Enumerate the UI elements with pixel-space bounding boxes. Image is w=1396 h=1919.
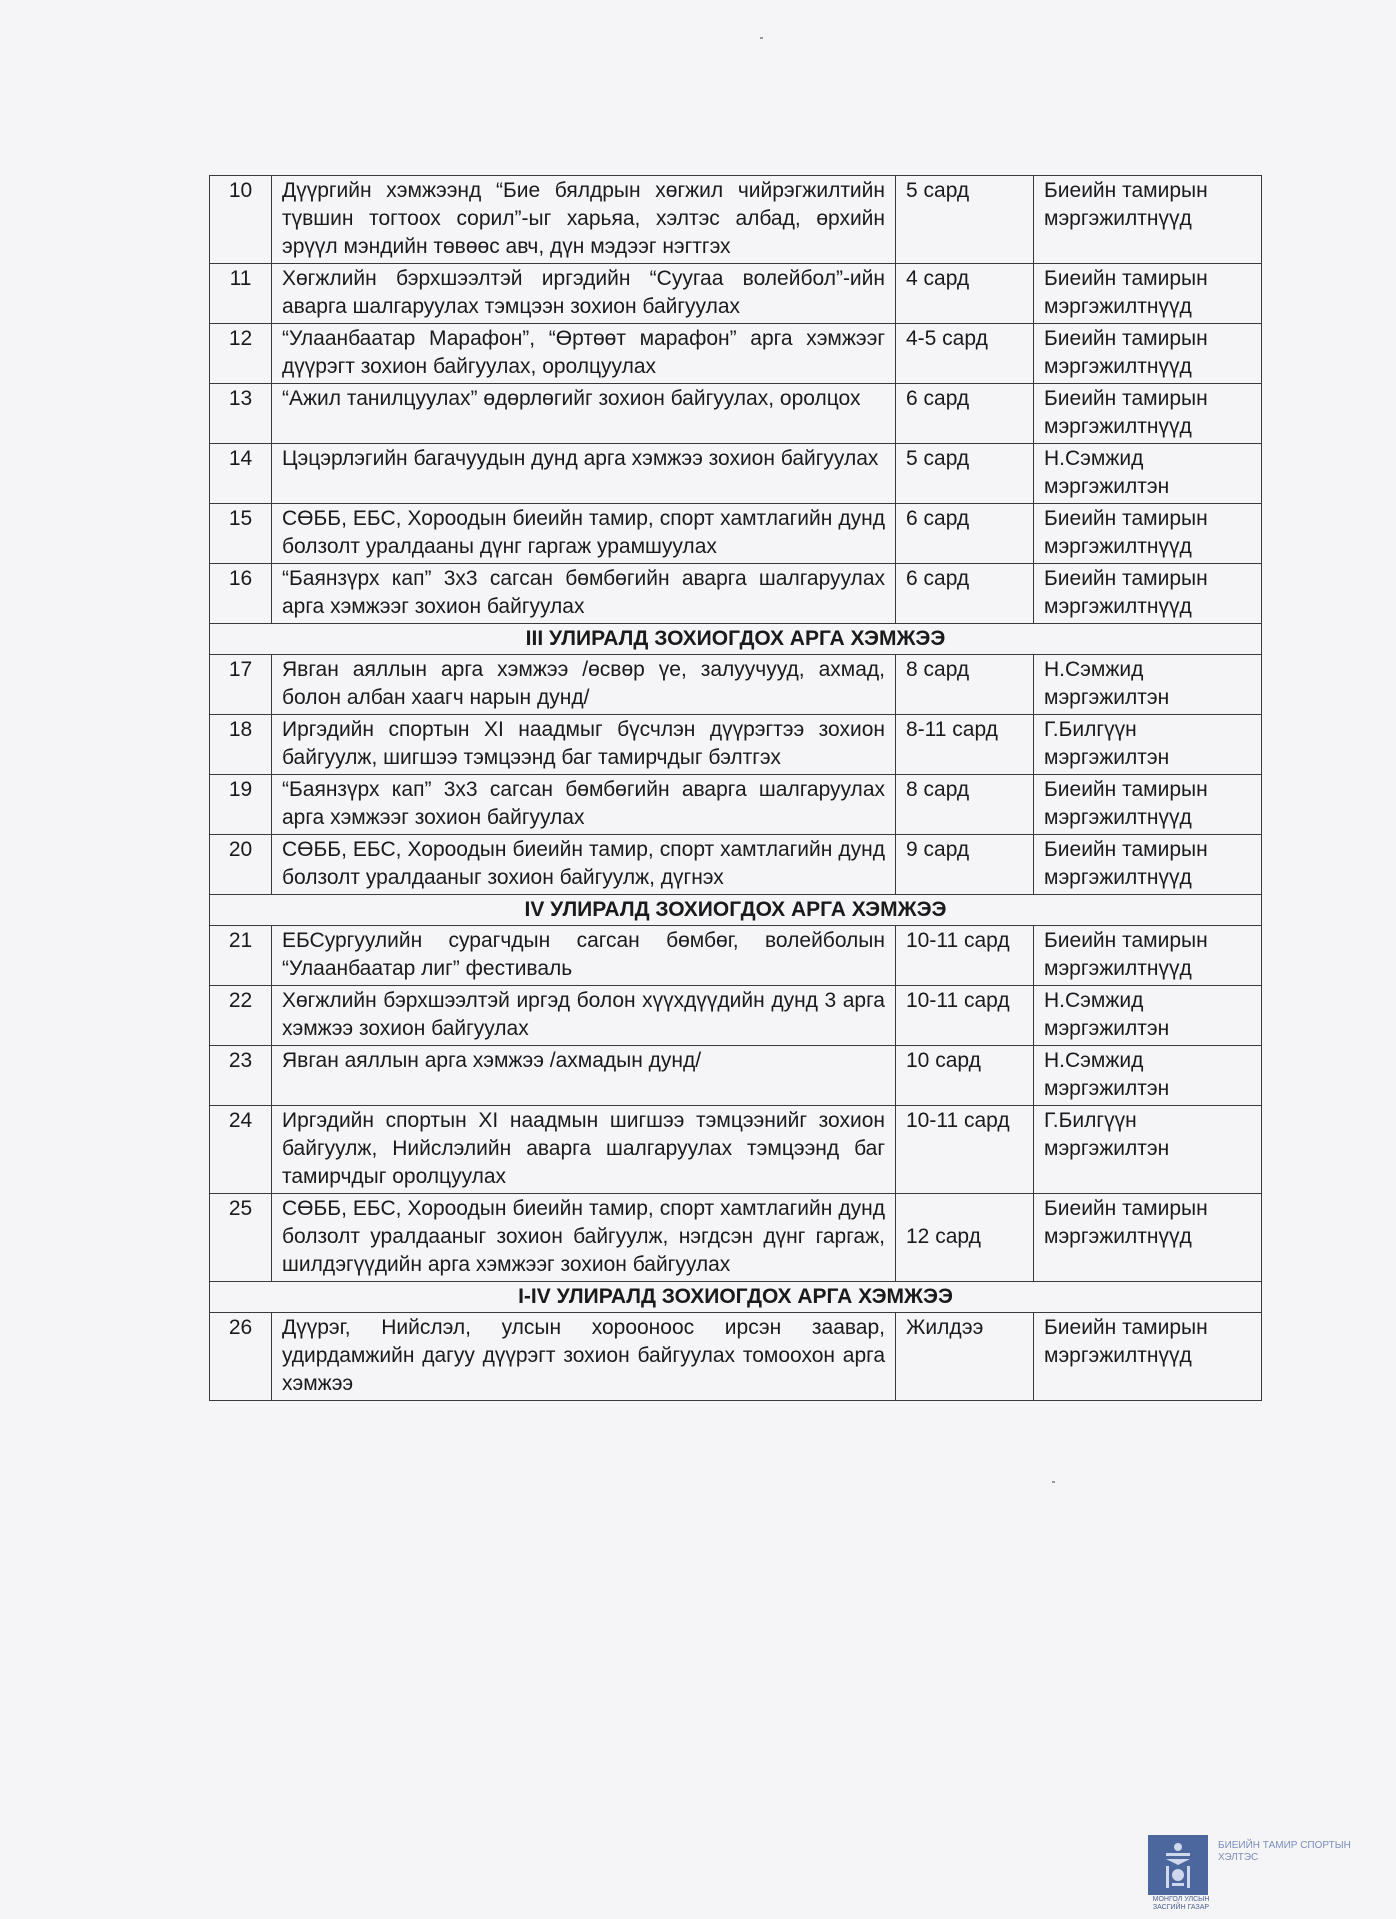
section-title: IV УЛИРАЛД ЗОХИОГДОХ АРГА ХЭМЖЭЭ bbox=[210, 895, 1262, 926]
due-month: 12 сард bbox=[896, 1194, 1034, 1282]
responsible-person: Биеийн тамирын мэргэжилтнүүд bbox=[1034, 176, 1262, 264]
activity-description: “Баянзүрх кап” 3х3 сагсан бөмбөгийн аварга шалгаруулах арга хэмжээг зохион байгуулах bbox=[272, 775, 896, 835]
responsible-person: Биеийн тамирын мэргэжилтнүүд bbox=[1034, 264, 1262, 324]
due-month: 10-11 сард bbox=[896, 986, 1034, 1046]
row-number: 23 bbox=[210, 1046, 272, 1106]
activity-description: СӨББ, ЕБС, Хороодын биеийн тамир, спорт хамтлагийн дунд болзолт уралдааныг зохион байгуулж, нэгдсэн дүнг гаргаж, шилдэгүүдийн арга хэмжээг зохион байгуулах bbox=[272, 1194, 896, 1282]
responsible-person: Биеийн тамирын мэргэжилтнүүд bbox=[1034, 1194, 1262, 1282]
table-row bbox=[210, 564, 1262, 624]
responsible-person: Биеийн тамирын мэргэжилтнүүд bbox=[1034, 1313, 1262, 1401]
due-month: 10-11 сард bbox=[896, 926, 1034, 986]
row-number: 19 bbox=[210, 775, 272, 835]
due-month: 6 сард bbox=[896, 504, 1034, 564]
section-header-row bbox=[210, 624, 1262, 655]
responsible-person: Н.Сэмжид мэргэжилтэн bbox=[1034, 444, 1262, 504]
due-month: 8 сард bbox=[896, 655, 1034, 715]
scan-speck bbox=[1052, 1481, 1055, 1483]
row-number: 14 bbox=[210, 444, 272, 504]
due-month: 5 сард bbox=[896, 444, 1034, 504]
table-row bbox=[210, 384, 1262, 444]
due-month: 6 сард bbox=[896, 564, 1034, 624]
activity-description: Иргэдийн спортын XI наадмын шигшээ тэмцээнийг зохион байгуулж, Нийслэлийн аварга шалгаруулах тэмцээнд баг тамирчдыг оролцуулах bbox=[272, 1106, 896, 1194]
government-emblem-stamp bbox=[1148, 1835, 1208, 1895]
row-number: 17 bbox=[210, 655, 272, 715]
row-number: 15 bbox=[210, 504, 272, 564]
row-number: 10 bbox=[210, 176, 272, 264]
table-row bbox=[210, 926, 1262, 986]
responsible-person: Биеийн тамирын мэргэжилтнүүд bbox=[1034, 384, 1262, 444]
responsible-person: Биеийн тамирын мэргэжилтнүүд bbox=[1034, 324, 1262, 384]
activity-description: Явган аяллын арга хэмжээ /ахмадын дунд/ bbox=[272, 1046, 896, 1106]
table-row bbox=[210, 264, 1262, 324]
responsible-person: Н.Сэмжид мэргэжилтэн bbox=[1034, 986, 1262, 1046]
activity-description: Иргэдийн спортын XI наадмыг бүсчлэн дүүрэгтээ зохион байгуулж, шигшээ тэмцээнд баг тамирчдыг бэлтгэх bbox=[272, 715, 896, 775]
activity-description: Дүүрэг, Нийслэл, улсын хорооноос ирсэн заавар, удирдамжийн дагуу дүүрэгт зохион байгуулах томоохон арга хэмжээ bbox=[272, 1313, 896, 1401]
section-title: I-IV УЛИРАЛД ЗОХИОГДОХ АРГА ХЭМЖЭЭ bbox=[210, 1282, 1262, 1313]
responsible-person: Н.Сэмжид мэргэжилтэн bbox=[1034, 1046, 1262, 1106]
activity-plan-body bbox=[210, 176, 1262, 1401]
table-row bbox=[210, 444, 1262, 504]
section-header-row bbox=[210, 1282, 1262, 1313]
emblem-caption: МОНГОЛ УЛСЫН ЗАСГИЙН ГАЗАР bbox=[1152, 1896, 1210, 1911]
responsible-person: Биеийн тамирын мэргэжилтнүүд bbox=[1034, 564, 1262, 624]
activity-description: Хөгжлийн бэрхшээлтэй иргэдийн “Суугаа волейбол”-ийн аварга шалгаруулах тэмцээн зохион байгуулах bbox=[272, 264, 896, 324]
table-row bbox=[210, 835, 1262, 895]
activity-description: СӨББ, ЕБС, Хороодын биеийн тамир, спорт хамтлагийн дунд болзолт уралдааны дүнг гаргаж урамшуулах bbox=[272, 504, 896, 564]
row-number: 21 bbox=[210, 926, 272, 986]
due-month: 4-5 сард bbox=[896, 324, 1034, 384]
row-number: 25 bbox=[210, 1194, 272, 1282]
due-month: 8-11 сард bbox=[896, 715, 1034, 775]
due-month: Жилдээ bbox=[896, 1313, 1034, 1401]
table-row bbox=[210, 986, 1262, 1046]
table-row bbox=[210, 715, 1262, 775]
due-month: 5 сард bbox=[896, 176, 1034, 264]
table-row bbox=[210, 324, 1262, 384]
due-month: 8 сард bbox=[896, 775, 1034, 835]
section-title: III УЛИРАЛД ЗОХИОГДОХ АРГА ХЭМЖЭЭ bbox=[210, 624, 1262, 655]
table-row bbox=[210, 504, 1262, 564]
due-month: 6 сард bbox=[896, 384, 1034, 444]
activity-description: Цэцэрлэгийн багачуудын дунд арга хэмжээ зохион байгуулах bbox=[272, 444, 896, 504]
activity-plan-table bbox=[209, 175, 1262, 1401]
table-row bbox=[210, 775, 1262, 835]
activity-description: Явган аяллын арга хэмжээ /өсвөр үе, залуучууд, ахмад, болон албан хаагч нарын дунд/ bbox=[272, 655, 896, 715]
responsible-person: Биеийн тамирын мэргэжилтнүүд bbox=[1034, 926, 1262, 986]
scan-speck bbox=[760, 37, 763, 39]
row-number: 24 bbox=[210, 1106, 272, 1194]
activity-description: ЕБСургуулийн сурагчдын сагсан бөмбөг, волейболын “Улаанбаатар лиг” фестиваль bbox=[272, 926, 896, 986]
table-row bbox=[210, 1046, 1262, 1106]
responsible-person: Биеийн тамирын мэргэжилтнүүд bbox=[1034, 504, 1262, 564]
activity-description: “Ажил танилцуулах” өдөрлөгийг зохион байгуулах, оролцох bbox=[272, 384, 896, 444]
responsible-person: Н.Сэмжид мэргэжилтэн bbox=[1034, 655, 1262, 715]
activity-description: “Баянзүрх кап” 3х3 сагсан бөмбөгийн аварга шалгаруулах арга хэмжээг зохион байгуулах bbox=[272, 564, 896, 624]
row-number: 13 bbox=[210, 384, 272, 444]
activity-description: Дүүргийн хэмжээнд “Бие бялдрын хөгжил чийрэгжилтийн түвшин тогтоох сорил”-ыг харьяа, хэлтэс албад, өрхийн эрүүл мэндийн төвөөс авч, дүн мэдээг нэгтгэх bbox=[272, 176, 896, 264]
table-row bbox=[210, 1106, 1262, 1194]
row-number: 22 bbox=[210, 986, 272, 1046]
activity-description: СӨББ, ЕБС, Хороодын биеийн тамир, спорт хамтлагийн дунд болзолт уралдааныг зохион байгуулж, дүгнэх bbox=[272, 835, 896, 895]
table-row bbox=[210, 1194, 1262, 1282]
responsible-person: Г.Билгүүн мэргэжилтэн bbox=[1034, 715, 1262, 775]
responsible-person: Биеийн тамирын мэргэжилтнүүд bbox=[1034, 775, 1262, 835]
row-number: 12 bbox=[210, 324, 272, 384]
table-row bbox=[210, 176, 1262, 264]
due-month: 10 сард bbox=[896, 1046, 1034, 1106]
activity-description: Хөгжлийн бэрхшээлтэй иргэд болон хүүхдүүдийн дунд 3 арга хэмжээ зохион байгуулах bbox=[272, 986, 896, 1046]
row-number: 26 bbox=[210, 1313, 272, 1401]
due-month: 10-11 сард bbox=[896, 1106, 1034, 1194]
responsible-person: Г.Билгүүн мэргэжилтэн bbox=[1034, 1106, 1262, 1194]
row-number: 18 bbox=[210, 715, 272, 775]
stamp-text: БИЕИЙН ТАМИР СПОРТЫН ХЭЛТЭС bbox=[1218, 1840, 1351, 1863]
soyombo-icon bbox=[1148, 1835, 1208, 1895]
table-row bbox=[210, 1313, 1262, 1401]
activity-description: “Улаанбаатар Марафон”, “Өртөөт марафон” арга хэмжээг дүүрэгт зохион байгуулах, оролцуулах bbox=[272, 324, 896, 384]
due-month: 4 сард bbox=[896, 264, 1034, 324]
row-number: 20 bbox=[210, 835, 272, 895]
due-month: 9 сард bbox=[896, 835, 1034, 895]
table-row bbox=[210, 655, 1262, 715]
responsible-person: Биеийн тамирын мэргэжилтнүүд bbox=[1034, 835, 1262, 895]
section-header-row bbox=[210, 895, 1262, 926]
row-number: 11 bbox=[210, 264, 272, 324]
row-number: 16 bbox=[210, 564, 272, 624]
